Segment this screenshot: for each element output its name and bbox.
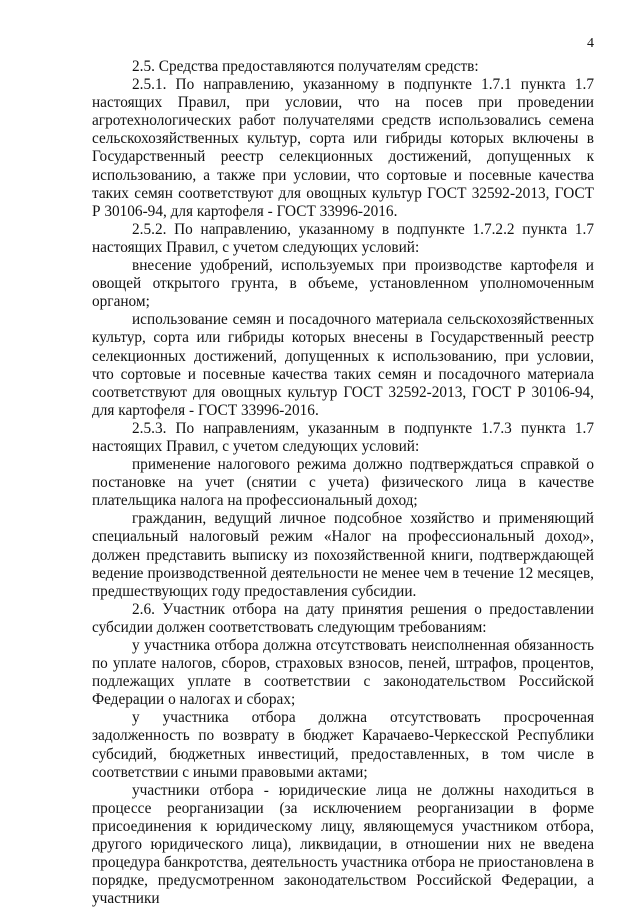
paragraph-2-5: 2.5. Средства предоставляются получателям средств: [132, 58, 479, 75]
paragraph-fertilizers: внесение удобрений, используемых при производстве картофеля и овощей открытого грунта, в объеме, установленном уполномоченным органом; [92, 257, 594, 311]
document-body [92, 58, 594, 908]
page-number: 4 [587, 36, 594, 51]
paragraph-2-6: 2.6. Участник отбора на дату принятия решения о предоставлении субсидии должен соответствовать следующим требованиям: [92, 600, 594, 636]
paragraph-2-5-2: 2.5.2. По направлению, указанному в подпункте 1.7.2.2 пункта 1.7 настоящих Правил, с учетом следующих условий: [92, 220, 594, 256]
paragraph-budget-debt: у участника отбора должна отсутствовать просроченная задолженность по возврату в бюджет Карачаево-Черкесской Республики субсидий, бюджетных инвестиций, предоставленных, в том числе в соответствии с иными правовыми актами; [92, 709, 594, 781]
paragraph-tax-regime: применение налогового режима должно подтверждаться справкой о постановке на учет (снятии с учета) физического лица в качестве плательщика налога на профессиональный доход; [92, 456, 594, 510]
paragraph-2-5-1: 2.5.1. По направлению, указанному в подпункте 1.7.1 пункта 1.7 настоящих Правил, при условии, что на посев при проведении агротехнологических работ получателями средств использовались семена сельскохозяйственных культур, сорта или гибриды которых включены в Государственный реестр селекционных достижений, допущенных к использованию, а также при условии, что сортовые и посевные качества таких семян соответствуют для овощных культур ГОСТ 32592-2013, ГОСТ Р 30106-94, для картофеля - ГОСТ 33996-2016. [92, 76, 594, 220]
paragraph-household: гражданин, ведущий личное подсобное хозяйство и применяющий специальный налоговый режим «Налог на профессиональный доход», должен представить выписку из похозяйственной книги, подтверждающей ведение производственной деятельности не менее чем в течение 12 месяцев, предшествующих году предоставления субсидии. [92, 510, 594, 600]
paragraph-tax-debt: у участника отбора должна отсутствовать неисполненная обязанность по уплате налогов, сборов, страховых взносов, пеней, штрафов, процентов, подлежащих уплате в соответствии с законодательством Российской Федерации о налогах и сборах; [92, 637, 594, 709]
paragraph-seeds: использование семян и посадочного материала сельскохозяйственных культур, сорта или гибриды которых внесены в Государственный реестр селекционных достижений, допущенных к использованию, при условии, что сортовые и посевные качества таких семян и посадочного материала соответствуют для овощных культур ГОСТ 32592-2013, ГОСТ Р 30106-94, для картофеля - ГОСТ 33996-2016. [92, 311, 594, 419]
paragraph-reorganization: участники отбора - юридические лица не должны находиться в процессе реорганизации (за исключением реорганизации в форме присоединения к юридическому лицу, являющемуся участником отбора, другого юридического лица), ликвидации, в отношении них не введена процедура банкротства, деятельность участника отбора не приостановлена в порядке, предусмотренном законодательством Российской Федерации, а участники [92, 781, 594, 908]
paragraph-2-5-3: 2.5.3. По направлениям, указанным в подпункте 1.7.3 пункта 1.7 настоящих Правил, с учетом следующих условий: [92, 419, 594, 455]
